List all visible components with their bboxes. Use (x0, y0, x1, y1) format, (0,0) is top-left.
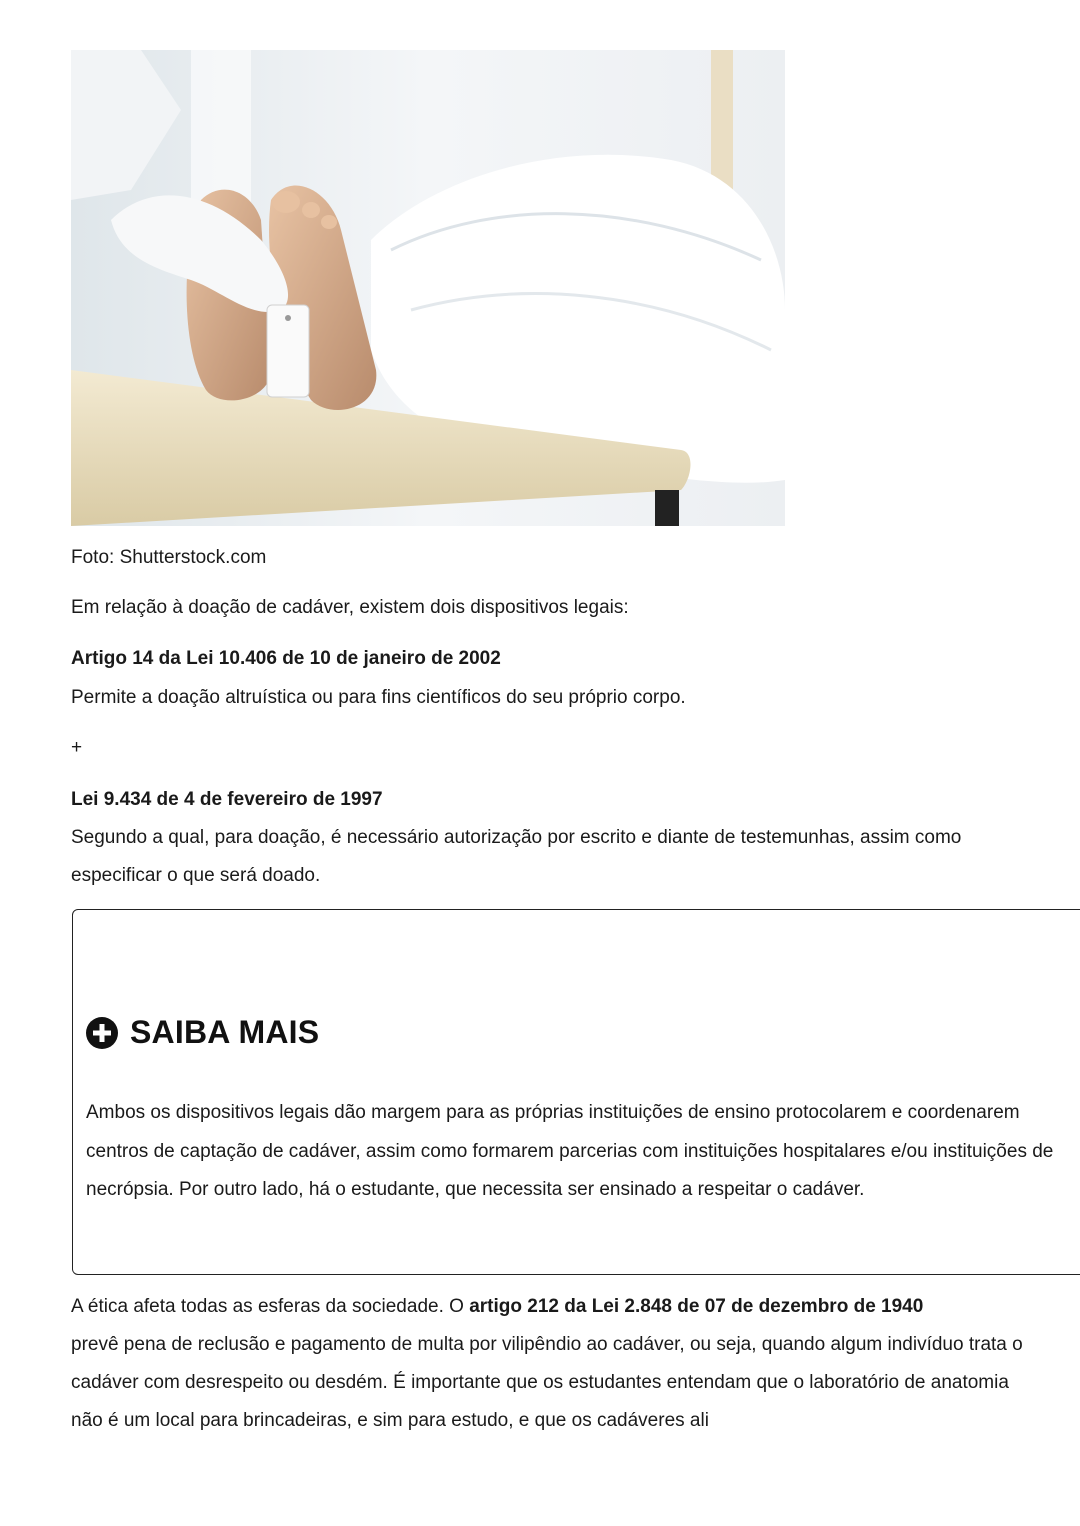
closing-paragraph (71, 1288, 1026, 1440)
closing-rest: prevê pena de reclusão e pagamento de multa por vilipêndio ao cadáver, ou seja, quando algum indivíduo trata o cadáver com desrespeito ou desdém. É importante que os estudantes entendam que o laboratório de anatomia não é um local para brincadeiras, e sim para estudo, e que os cadáveres ali (71, 1334, 1023, 1431)
callout-heading-text: SAIBA MAIS (130, 1014, 320, 1050)
intro-paragraph: Em relação à doação de cadáver, existem dois dispositivos legais: (71, 597, 629, 618)
law2-title: Lei 9.434 de 4 de fevereiro de 1997 (71, 789, 383, 810)
law1-title: Artigo 14 da Lei 10.406 de 10 de janeiro de 2002 (71, 648, 501, 669)
cadaver-photo (71, 50, 785, 526)
callout-heading (86, 1014, 319, 1051)
closing-bold: artigo 212 da Lei 2.848 de 07 de dezembro de 1940 (469, 1296, 924, 1317)
saiba-mais-box (72, 909, 1080, 1275)
plus-circle-icon (86, 1017, 118, 1049)
plus-separator: + (71, 737, 83, 758)
closing-lead: A ética afeta todas as esferas da sociedade. O (71, 1296, 470, 1317)
law1-text: Permite a doação altruística ou para fins científicos do seu próprio corpo. (71, 687, 686, 708)
law2-text: Segundo a qual, para doação, é necessário autorização por escrito e diante de testemunhas, assim como especificar o que será doado. (71, 827, 962, 886)
callout-body: Ambos os dispositivos legais dão margem para as próprias instituições de ensino protocolarem e coordenarem centros de captação de cadáver, assim como formarem parcerias com instituições hospitalares e/ou instituições de necrópsia. Por outro lado, há o estudante, que necessita ser ensinado a respeitar o cadáver. (86, 1102, 1054, 1200)
photo-caption: Foto: Shutterstock.com (71, 547, 267, 568)
